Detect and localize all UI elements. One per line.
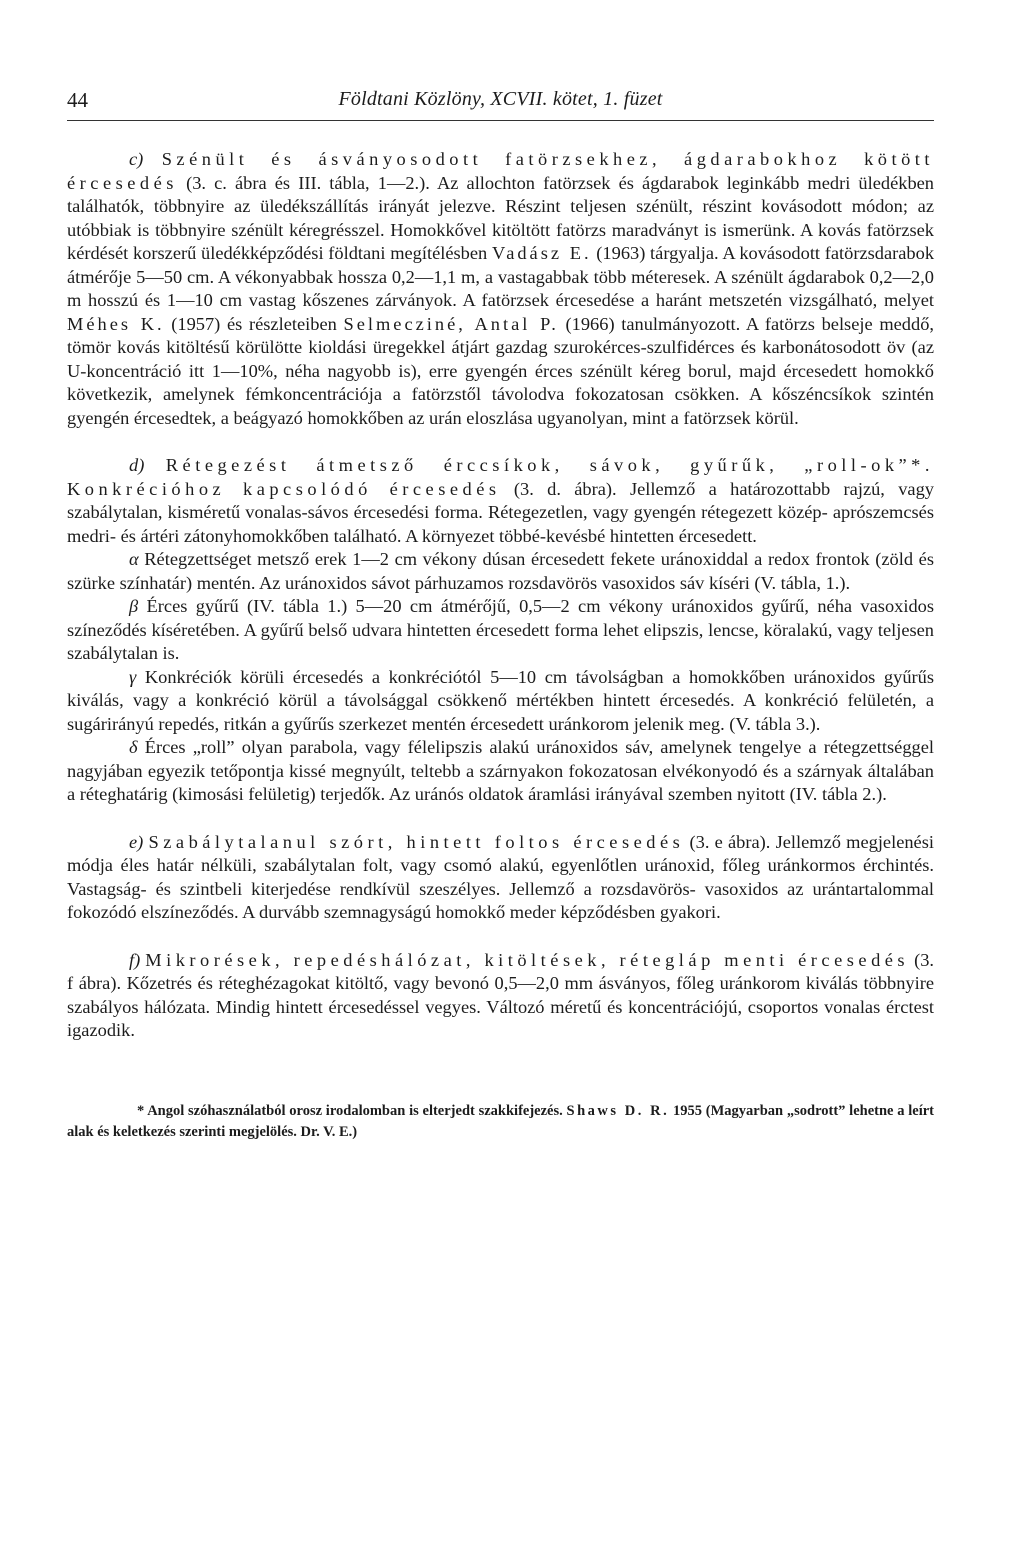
section-f-paragraph: f) Mikrorések, repedéshálózat, kitöltések, rétegláp menti ércesedés (3. f ábra). Kőzetrés és réteghézagokat kitöltő, vagy bevonó 0,5—2,0 mm ásványos, főleg uránkorom kiválás többnyire szabályos hálózata. Mindig hintett ércesedéssel vegyes. Változó méretű és koncentrációjú, csoportos vonalas érctest igazodik.: [67, 949, 935, 1040]
page-header: [67, 88, 934, 121]
section-c-paragraph: c) Szénült és ásványosodott fatörzsekhez, ágdarabokhoz kötött ércesedés (3. c. ábra és III. tábla, 1—2.). Az allochton fatörzsek és ágdarabok leginkább medri üledékben találhatók, többnyire az üledékszállítás irányát jelezve. Részint teljesen szénült, részint kovásodott módon; az utóbbiak is többnyire szénült kéregrésszel. Homokkővel kitöltött fatörzs maradványt is ismerünk. A kovás fatörzsek kérdését korszerű üledékképződési földtani megítélésben Vadász E. (1963) tárgyalja. A kovásodott fatörzsdarabok átmérője 5—50 cm. A vékonyabbak hossza 0,2—1,1 m, a vastagabbak több méteresek. A szénült ágdarabok 0,2—2,0 m hosszú és 1—10 cm vastag kőszenes zárványok. A fatörzsek ércesedése a haránt metszetén vizsgálható, melyet Méhes K. (1957) és részleteiben Selmecziné, Antal P. (1966) tanulmányozott. A fatörzs belseje meddő, tömör kovás kitöltésű körülötte kioldási üregekkel átjárt gazdag szurokérces-szulfidérces és karbonátosodott öv (az U-koncentráció itt 1—10%, néha nagyobb is), erre gyengén érces szénült kéreg borul, majd ércesedett homokkő következik, amelynek fémkoncentrációja a fatörzstől távolodva fokozatosan csökken. A kőszéncsíkok szintén gyengén ércesedtek, a beágyazó homokkőben az urán eloszlása ugyanolyan, mint a fatörzsek körül.: [67, 149, 935, 428]
section-d-paragraph: d) Rétegezést átmetsző érccsíkok, sávok, gyűrűk, „roll-ok”*. Konkrécióhoz kapcsolódó ércesedés (3. d. ábra). Jellemző a határozottabb rajzú, vagy szabálytalan, kisméretű vonalas-sávos ércesedési forma. Rétegezetlen, vagy gyengén rétegezett közép- aprószemcsés medri- és ártéri zátonyhomokkőben található. A környezet többé-kevésbé hintetten ércesedett.: [67, 455, 934, 546]
section-f-label: f): [129, 949, 141, 970]
section-c-heading: Szénült és ásványosodott fatörzsekhez, ágdarabokhoz kötött ércesedés: [67, 149, 934, 193]
gamma-paragraph: γ Konkréciók körüli ércesedés a konkréciótól 5—10 cm távolságban a homokkőben uránoxidos gyűrűs kiválás, vagy a konkréció körül a távolsággal csökkenő mértékben hintett ércesedés. A konkréció felületén, a sugárirányú repedés, ritkán a gyűrűs szerkezet mentén ércesedett uránkorom jelenik meg. (V. tábla 3.).: [67, 666, 934, 734]
author-reference: Méhes K.: [67, 313, 165, 334]
section-f-heading: Mikrorések, repedéshálózat, kitöltések, rétegláp menti ércesedés: [145, 949, 910, 970]
section-e-heading: Szabálytalanul szórt, hintett foltos ércesedés: [148, 831, 685, 852]
alpha-symbol: α: [129, 549, 139, 569]
running-head: Földtani Közlöny, XCVII. kötet, 1. füzet: [338, 88, 663, 110]
delta-paragraph: δ Érces „roll” olyan parabola, vagy félelipszis alakú uránoxidos sáv, amelynek tengelye a rétegzettséggel nagyjában egyezik tetőpontja kissé megnyúlt, teltebb a szárnyakon fokozatosan elvékonyodó és a szárnyak általában a réteghatárig (kimosási felületig) terjedők. Az uránós oldatok áramlási irányával szemben nyitott (IV. tábla 2.).: [67, 737, 934, 804]
footnote: * Angol szóhasználatból orosz irodalomban is elterjedt szakkifejezés. Shaws D. R. 1955 (Magyarban „sodrott” lehetne a leírt alak és keletkezés szerinti megjelölés. Dr. V. E.): [67, 1102, 935, 1140]
article-body: [67, 148, 934, 1143]
alpha-paragraph: α Rétegzettséget metsző erek 1—2 cm vékony dúsan ércesedett fekete uránoxiddal a redox frontok (zöld és szürke színhatár) mentén. Az uránoxidos sávot párhuzamos rozsdavörös vasoxidos sáv kíséri (V. tábla, 1.).: [67, 549, 934, 593]
author-reference: Selmecziné, Antal P.: [343, 313, 559, 334]
gamma-symbol: γ: [129, 666, 137, 687]
footnote-author: Shaws D. R.: [566, 1102, 670, 1119]
section-d-label: d): [129, 455, 145, 475]
page-number: 44: [67, 88, 88, 112]
section-c-label: c): [129, 149, 144, 169]
author-reference: Vadász E.: [491, 243, 592, 263]
section-e-label: e): [129, 831, 144, 852]
section-e-paragraph: e) Szabálytalanul szórt, hintett foltos ércesedés (3. e ábra). Jellemző megjelenési módja éles határ nélküli, szabálytalan folt, vagy csomó alakú, egyenlőtlen uránoxid, főleg uránkormos érchintés. Vastagság- és szintbeli kiterjedése rendkívül szeszélyes. Jellemző a rozsdavörös- vasoxidos az urántartalommal fokozódó elszíneződés. A durvább szemnagyságú homokkő meder képződésben gyakori.: [67, 831, 934, 922]
section-d-heading: Rétegezést átmetsző érccsíkok, sávok, gyűrűk, „roll-ok”*. Konkrécióhoz kapcsolódó ércesedés: [67, 455, 934, 499]
beta-symbol: β: [129, 596, 139, 616]
beta-paragraph: β Érces gyűrű (IV. tábla 1.) 5—20 cm átmérőjű, 0,5—2 cm vékony uránoxidos gyűrű, néha vasoxidos színeződés kíséretében. A gyűrű belső udvara hintetten ércesedett forma lehet elipszis, lencse, köralakú, vagy teljesen szabálytalan is.: [67, 596, 934, 663]
journal-page: [67, 88, 934, 1143]
delta-symbol: δ: [129, 737, 138, 757]
